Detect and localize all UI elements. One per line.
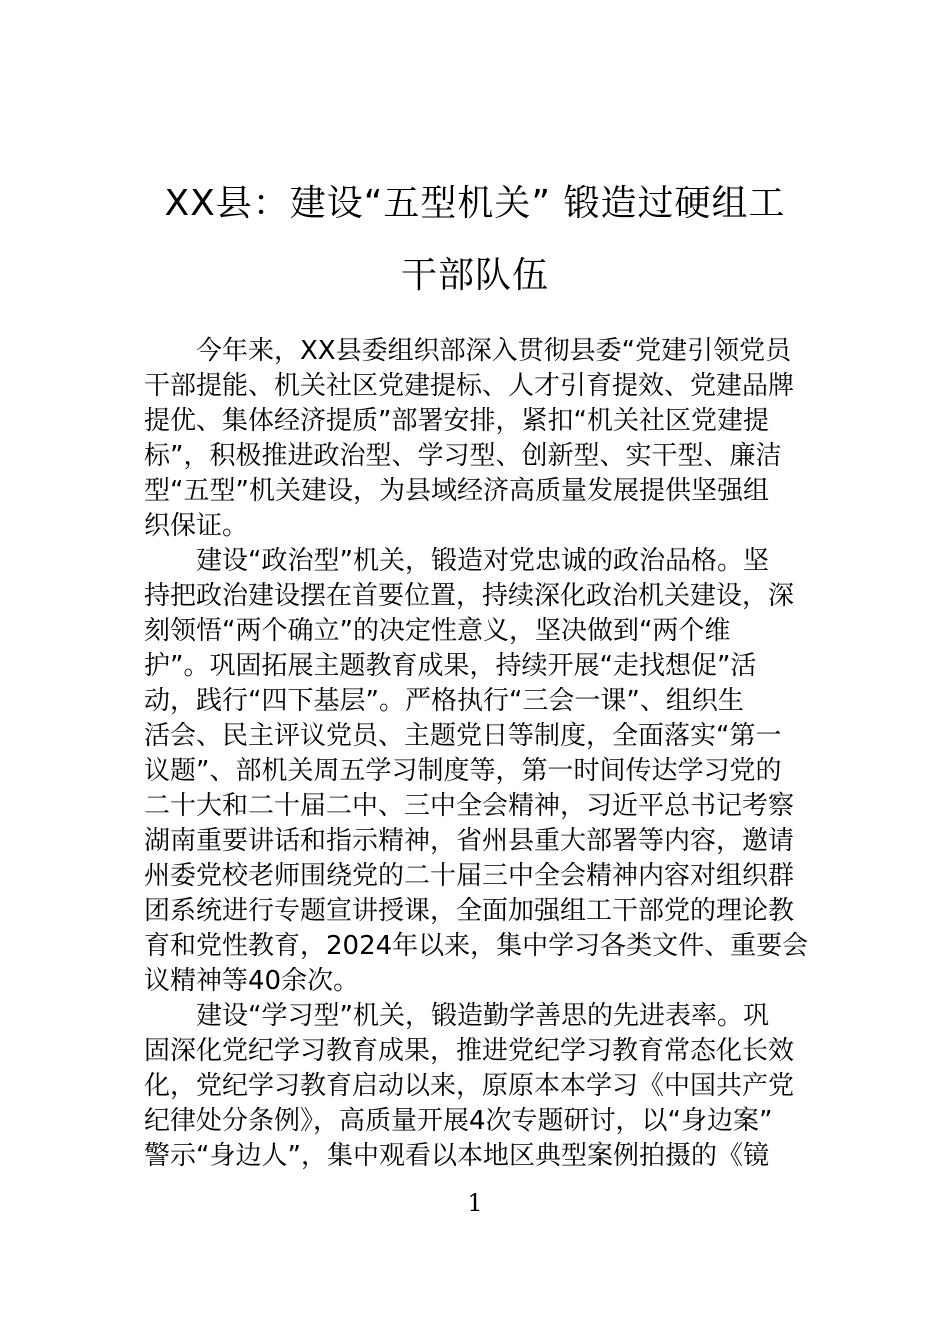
text-line: 刻领悟“两个确立”的决定性意义，坚决做到“两个维 [144, 616, 731, 646]
text-line: 纪律处分条例》，高质量开展4次专题研讨，以“身边案” [144, 1106, 773, 1136]
text-line: 织保证。 [144, 511, 249, 541]
text-line: 持把政治建设摆在首要位置，持续深化政治机关建设，深 [144, 581, 795, 611]
document-body [144, 334, 812, 1174]
paragraph-learning [144, 999, 812, 1174]
text-line: 固深化党纪学习教育成果，推进党纪学习教育常态化长效 [144, 1036, 795, 1066]
text-line: 活会、民主评议党员、主题党日等制度，全面落实“第一 [144, 721, 782, 751]
text-line: 护”。巩固拓展主题教育成果，持续开展“走找想促”活 [144, 651, 757, 681]
paragraph-political [144, 544, 812, 999]
paragraph-intro [144, 334, 812, 544]
text-line: 化，党纪学习教育启动以来，原原本本学习《中国共产党 [144, 1071, 795, 1101]
text-line: 二十大和二十届二中、三中全会精神，习近平总书记考察 [144, 791, 795, 821]
text-line: 动，践行“四下基层”。严格执行“三会一课”、组织生 [144, 686, 744, 716]
text-line: 建设“政治型”机关，锻造对党忠诚的政治品格。坚 [196, 546, 769, 576]
text-line: 警示“身边人”，集中观看以本地区典型案例拍摄的《镜 [144, 1141, 769, 1171]
text-line: 型“五型”机关建设，为县域经济高质量发展提供坚强组 [144, 476, 769, 506]
text-line: 提优、集体经济提质”部署安排，紧扣“机关社区党建提 [144, 406, 769, 436]
text-line: 干部提能、机关社区党建提标、人才引育提效、党建品牌 [144, 371, 795, 401]
title-line-1: XX县：建设“五型机关” 锻造过硬组工 [164, 183, 786, 224]
text-line: 州委党校老师围绕党的二十届三中全会精神内容对组织群 [144, 861, 795, 891]
text-line: 今年来，XX县委组织部深入贯彻县委“党建引领党员 [196, 336, 792, 366]
text-line: 标”，积极推进政治型、学习型、创新型、实干型、廉洁 [144, 441, 782, 471]
text-line: 议题”、部机关周五学习制度等，第一时间传达学习党的 [144, 756, 782, 786]
title-line-2: 干部队伍 [400, 255, 549, 296]
text-line: 育和党性教育，2024年以来，集中学习各类文件、重要会 [144, 931, 809, 961]
text-line: 建设“学习型”机关，锻造勤学善思的先进表率。巩 [196, 1001, 769, 1031]
text-line: 湖南重要讲话和指示精神，省州县重大部署等内容，邀请 [144, 826, 795, 856]
text-line: 议精神等40余次。 [144, 966, 360, 996]
page-number: 1 [467, 1189, 483, 1217]
document-title [0, 168, 950, 312]
text-line: 团系统进行专题宣讲授课，全面加强组工干部党的理论教 [144, 896, 795, 926]
